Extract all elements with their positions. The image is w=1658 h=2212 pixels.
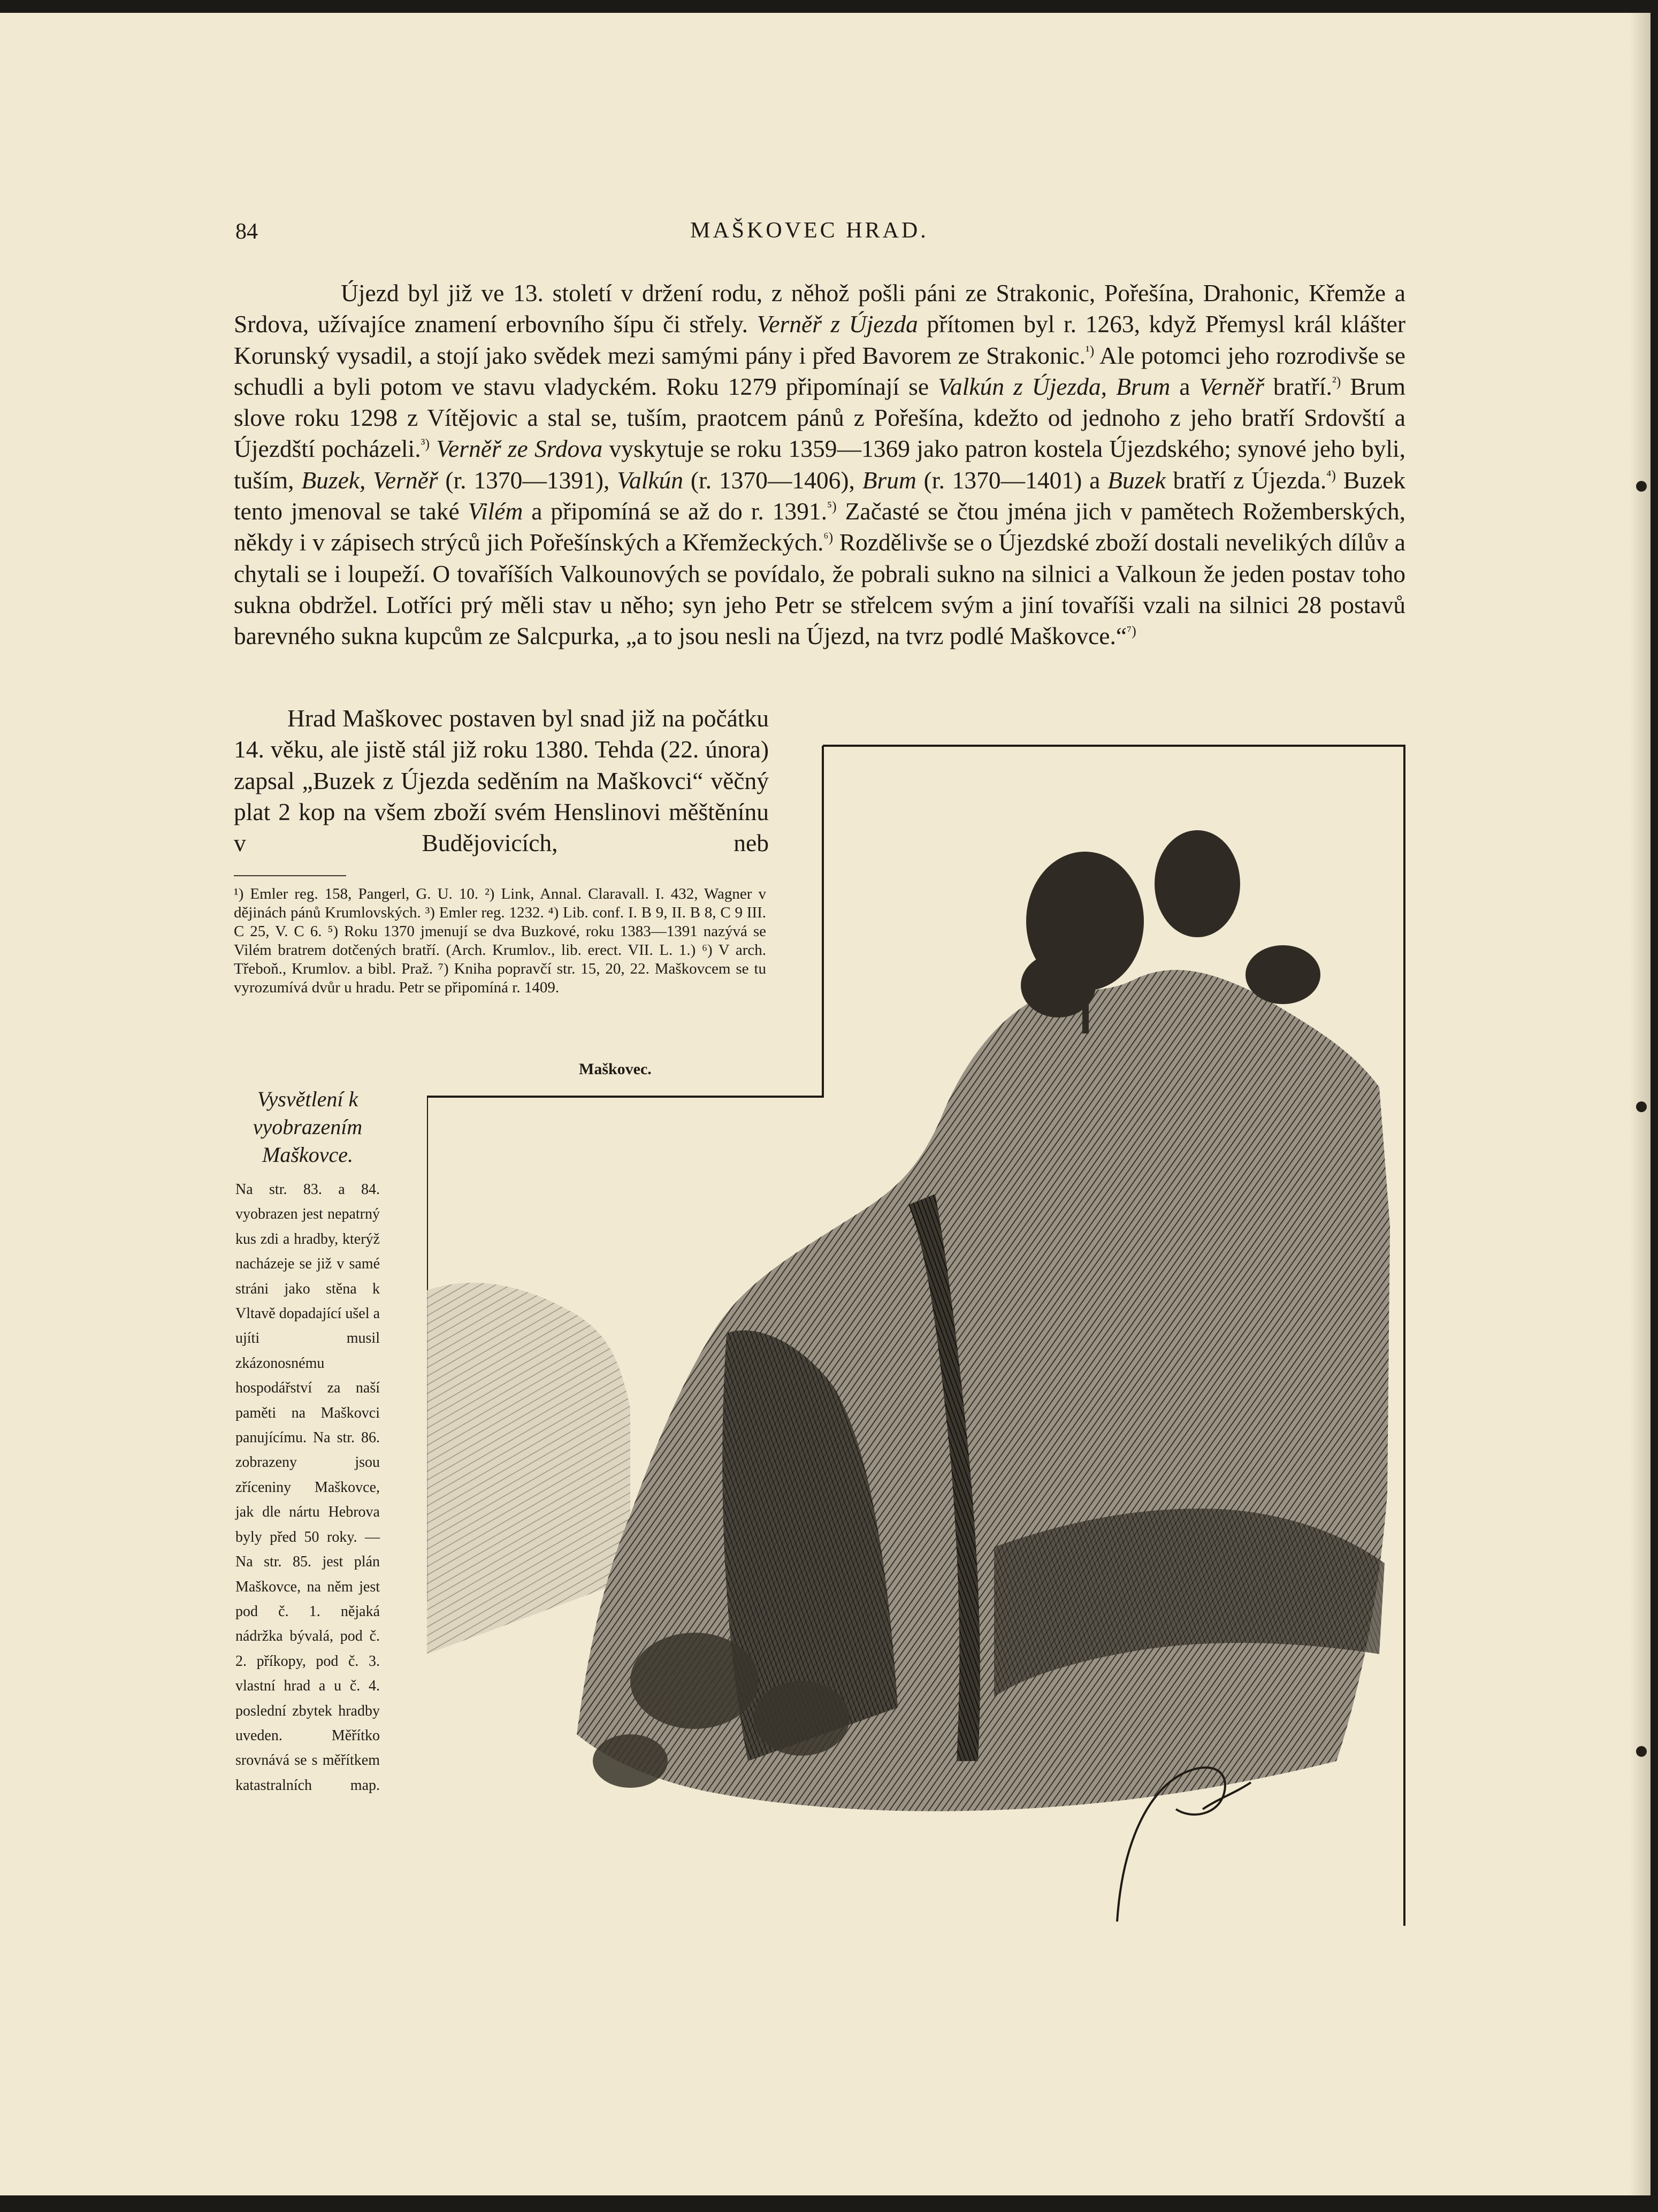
binding-pin [1636,1101,1647,1112]
italic-name: Brum [862,466,916,494]
text-run: (r. 1370—1401) a [916,466,1108,494]
text-run: Rozdělivše se o Újezdské zboží dostali nevelikých dílův a chytali se i loupeží. O tovaříších Valkounových se povídalo, že pobrali sukno na silnici a Valkoun že jeden postav toho sukna obdržel. Lotříci prý měli stav u něho; syn jeho Petr se střelcem svým a jiní tovaříši vzali na silnici 28 postavů barevného sukna kupcům ze Salcpurka, „a to jsou nesli na Újezd, na tvrz podlé Maškovce.“ [234,529,1405,650]
sidebar-title: Vysvětlení k vyobrazením Maškovce. [253,1087,363,1167]
footnote-rule [234,875,346,876]
text-run: a připomíná se až do r. 1391. [523,497,827,525]
text-run: Ale potomci jeho rozrodivše se schudli a byli potom ve stavu vladyckém. Roku 1279 připomínají se [234,341,1405,400]
italic-name: Valkún [617,466,684,494]
running-head: MAŠKOVEC HRAD. [690,218,929,243]
footnote-ref: ⁶) [823,530,834,546]
text-run: (r. 1370—1406), [683,466,862,494]
page-number: 84 [235,219,258,244]
figure-caption: Maškovec. [579,1060,652,1078]
text-run: vyskytuje se roku 1359—1369 jako patron kostela Újezdského; synové jeho byli, tuším, [234,435,1406,494]
intro-paragraph [234,278,1405,652]
italic-name: Vilém [468,497,523,525]
footnote-ref: ¹) [1085,342,1095,358]
figure-illustration [427,745,1406,1927]
text-run: Újezd byl již ve 13. století v držení rodu, z něhož pošli páni ze Strakonic, Pořešína, Drahonic, Křemže a Srdova, užívajíce znamení erbovního šípu či střely. [234,279,1405,338]
footnote-text: ¹) Emler reg. 158, Pangerl, G. U. 10. ²) Link, Annal. Claravall. I. 432, Wagner v dějinách pánů Krumlovských. ³) Emler reg. 1232. ⁴) Lib. conf. I. B 9, II. B 8, C 9 III. C 25, V. C 6. ⁵) Roku 1370 jmenují se dva Buzkové, roku 1383—1391 nazývá se Vilém bratrem dotčených bratří. (Arch. Krumlov., lib. erect. VII. L. 1.) ⁶) V arch. Třeboň., Krumlov. a bibl. Praž. ⁷) Kniha popravčí str. 15, 20, 22. Maškovcem se tu vyrozumívá dvůr u hradu. Petr se připomíná r. 1409. [234,885,766,996]
italic-name: Buzek [1107,466,1166,494]
text-run: bratří. [1264,372,1332,400]
italic-name: Verněř [1199,372,1264,400]
text-run: (r. 1370—1391), [438,466,617,494]
sidebar-text [235,1177,380,1798]
italic-name: Valkún z Újezda, Brum [938,372,1171,400]
sidebar-text-body: Na str. 83. a 84. vyobrazen jest nepatrný kus zdi a hradby, kterýž nacházeje se již v samé stráni jako stěna k Vltavě dopadající ušel a ujíti musil zkázonosnému hospodářství za naší paměti na Maškovci panujícímu. Na str. 86. zobrazeny jsou zříceniny Maškovce, jak dle nártu Hebrova byly před 50 roky. — Na str. 85. jest plán Maškovce, na něm jest pod č. 1. nějaká nádržka bývalá, pod č. 2. příkopy, pod č. 3. vlastní hrad a u č. 4. poslední zbytek hradby uveden. Měřítko srovnává se s měřítkem katastralních map. [235,1181,380,1794]
footnote-ref: ³) [421,436,430,452]
text-run: Buzek tento jmenoval se také [234,466,1406,525]
italic-name: Verněř ze Srdova [436,435,603,463]
binding-pin [1636,1746,1647,1757]
italic-name: Buzek, Verněř [301,466,438,494]
footnote-ref: ²) [1332,373,1341,389]
italic-name: Verněř z Újezda [757,310,918,338]
footnote-ref: ⁷) [1127,623,1136,639]
text-run: bratří z Újezda. [1165,466,1327,494]
sidebar-note [235,1085,380,1798]
footnote-ref: ⁵) [827,498,837,514]
text-run: přítomen byl r. 1263, když Přemysl král klášter Korunský vysadil, a stojí jako svědek mezi samými pány i před Bavorem ze Strakonic. [234,310,1405,369]
book-page [0,13,1651,2195]
text-run: Začasté se čtou jména jich v pamětech Rožemberských, někdy i v zápisech strýců jich Pořešínských a Křemžeckých. [234,497,1405,556]
distant-hill [427,1283,630,1654]
text-run [430,435,436,462]
binding-pin [1636,481,1647,492]
text-run: a [1170,372,1199,400]
footnote-ref: ⁴) [1326,467,1336,483]
second-paragraph: Hrad Maškovec postaven byl snad již na počátku 14. věku, ale jistě stál již roku 1380. Tehda (22. února) zapsal „Buzek z Újezda seděním na Maškovci“ věčný plat 2 kop na všem zboží svém Henslinovi měštěnínu v Budějovicích, neb [234,705,769,857]
binding-edge [1626,13,1651,2195]
text-run: Brum slove roku 1298 z Vítějovic a stal se, tuším, praotcem pánů z Pořešína, kdežto od jednoho z jeho bratří Srdovští a Újezdští pocházeli. [234,372,1405,463]
intro-paragraph-text [234,278,1405,652]
